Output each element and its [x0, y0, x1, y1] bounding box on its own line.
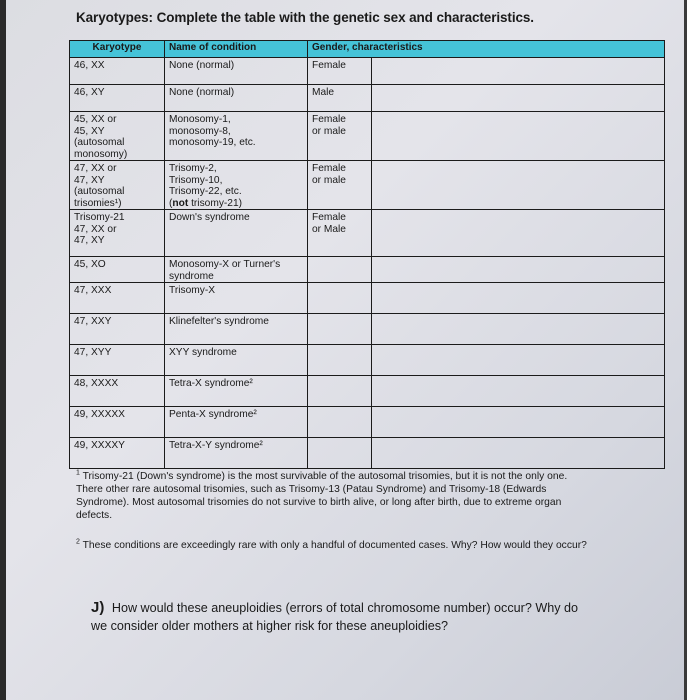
footnote-1 — [76, 470, 596, 522]
table-row — [70, 283, 665, 314]
question-j — [91, 599, 591, 635]
gender-cell[interactable] — [308, 257, 372, 283]
footnote-1-marker: 1 — [76, 469, 80, 477]
gender-cell[interactable] — [308, 438, 372, 469]
karyotype-cell: Trisomy-21 47, XX or 47, XY — [70, 210, 165, 257]
table-row — [70, 376, 665, 407]
characteristics-cell[interactable] — [372, 210, 665, 257]
table-row — [70, 438, 665, 469]
condition-cell: Tetra-X syndrome² — [165, 376, 308, 407]
characteristics-cell[interactable] — [372, 376, 665, 407]
header-gender-characteristics: Gender, characteristics — [308, 41, 665, 58]
karyotype-cell: 49, XXXXY — [70, 438, 165, 469]
photo-edge-left — [0, 0, 6, 700]
condition-cell: Trisomy-X — [165, 283, 308, 314]
table-row — [70, 345, 665, 376]
table-row — [70, 314, 665, 345]
condition-cell: Monosomy-1, monosomy-8, monosomy-19, etc. — [165, 112, 308, 161]
characteristics-cell[interactable] — [372, 407, 665, 438]
gender-cell[interactable]: Female or male — [308, 161, 372, 210]
karyotype-cell: 48, XXXX — [70, 376, 165, 407]
table-row — [70, 407, 665, 438]
gender-cell[interactable]: Male — [308, 85, 372, 112]
condition-cell: Trisomy-2, Trisomy-10, Trisomy-22, etc. (not trisomy-21) — [165, 161, 308, 210]
karyotype-cell: 47, XYY — [70, 345, 165, 376]
gender-cell[interactable] — [308, 283, 372, 314]
characteristics-cell[interactable] — [372, 345, 665, 376]
characteristics-cell[interactable] — [372, 85, 665, 112]
gender-cell[interactable] — [308, 407, 372, 438]
table-body — [70, 58, 665, 469]
gender-cell[interactable] — [308, 376, 372, 407]
condition-cell: Monosomy-X or Turner's syndrome — [165, 257, 308, 283]
condition-cell: Penta-X syndrome² — [165, 407, 308, 438]
condition-cell: Down's syndrome — [165, 210, 308, 257]
table-row — [70, 161, 665, 210]
condition-cell: None (normal) — [165, 85, 308, 112]
footnote-2-marker: 2 — [76, 538, 80, 546]
characteristics-cell[interactable] — [372, 314, 665, 345]
table-row — [70, 58, 665, 85]
karyotype-cell: 47, XXX — [70, 283, 165, 314]
table-row — [70, 210, 665, 257]
header-condition: Name of condition — [165, 41, 308, 58]
header-karyotype: Karyotype — [70, 41, 165, 58]
karyotype-cell: 45, XO — [70, 257, 165, 283]
karyotype-cell: 47, XX or 47, XY (autosomal trisomies¹) — [70, 161, 165, 210]
characteristics-cell[interactable] — [372, 257, 665, 283]
gender-cell[interactable] — [308, 314, 372, 345]
characteristics-cell[interactable] — [372, 438, 665, 469]
table-row — [70, 112, 665, 161]
karyotype-cell: 49, XXXXX — [70, 407, 165, 438]
condition-cell: Klinefelter's syndrome — [165, 314, 308, 345]
characteristics-cell[interactable] — [372, 58, 665, 85]
footnote-1-text: Trisomy-21 (Down's syndrome) is the most survivable of the autosomal trisomies, but it is not the only one. There other rare autosomal trisomies, such as Trisomy-13 (Patau Syndrome) and Trisomy-18 (Edwards Syndrome). Most autosomal trisomies do not survive to birth alive, or long after birth, due to extreme organ defects. — [76, 471, 568, 521]
karyotype-table — [69, 40, 665, 469]
karyotype-cell: 46, XX — [70, 58, 165, 85]
table-row — [70, 257, 665, 283]
gender-cell[interactable]: Female or Male — [308, 210, 372, 257]
condition-cell: XYY syndrome — [165, 345, 308, 376]
question-label: J) — [91, 599, 105, 616]
karyotype-cell: 46, XY — [70, 85, 165, 112]
table-row — [70, 85, 665, 112]
footnote-2-text: These conditions are exceedingly rare with only a handful of documented cases. Why? How would they occur? — [82, 540, 587, 551]
gender-cell[interactable]: Female or male — [308, 112, 372, 161]
question-text: How would these aneuploidies (errors of total chromosome number) occur? Why do we consider older mothers at higher risk for these aneuploidies? — [91, 601, 579, 633]
condition-cell: None (normal) — [165, 58, 308, 85]
footnote-2 — [76, 539, 596, 552]
characteristics-cell[interactable] — [372, 283, 665, 314]
gender-cell[interactable] — [308, 345, 372, 376]
worksheet-title: Karyotypes: Complete the table with the genetic sex and characteristics. — [76, 10, 534, 25]
table-header-row — [70, 41, 665, 58]
condition-cell: Tetra-X-Y syndrome² — [165, 438, 308, 469]
characteristics-cell[interactable] — [372, 161, 665, 210]
karyotype-cell: 47, XXY — [70, 314, 165, 345]
gender-cell[interactable]: Female — [308, 58, 372, 85]
characteristics-cell[interactable] — [372, 112, 665, 161]
karyotype-cell: 45, XX or 45, XY (autosomal monosomy) — [70, 112, 165, 161]
